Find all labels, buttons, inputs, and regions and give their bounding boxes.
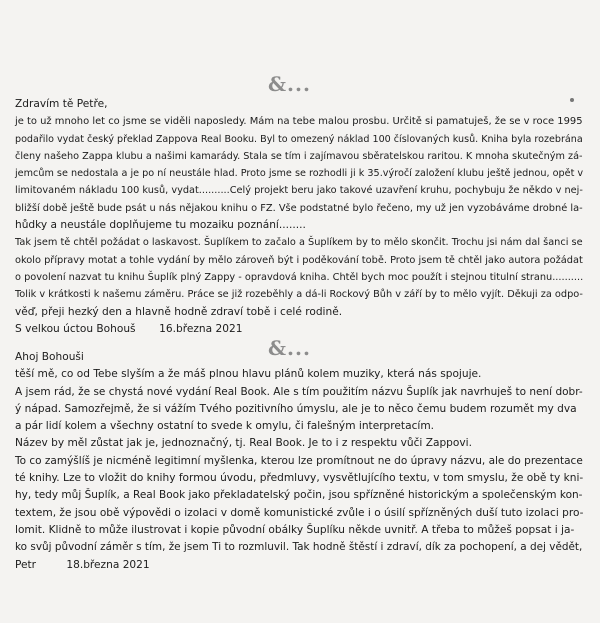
letter-line: členy našeho Zappa klubu a našimi kamarády. Stala se tím i zajímavou sběratelskou raritou. K mnoha skutečným zá- bbox=[15, 150, 583, 162]
letter-line: Ahoj Bohouši bbox=[15, 351, 84, 363]
letter-line: Tak jsem tě chtěl požádat o laskavost. Šuplíkem to začalo a Šuplíkem by to mělo skončit. Trochu jsi nám dal šanci se bbox=[15, 237, 583, 249]
letter-line: a pár lidí kolem a všechny ostatní to svede k omylu, či falešným interpretacím. bbox=[15, 420, 435, 433]
letter-line: věď, přeji hezký den a hlavně hodně zdraví tobě i celé rodině. bbox=[15, 305, 343, 318]
letter-line: Název by měl zůstat jak je, jednoznačný, tj. Real Book. Je to i z respektu vůči Zappovi. bbox=[15, 437, 472, 450]
letter-line: lomit. Klidně to může ilustrovat i kopie původní obálky Šuplíku někde uvnitř. A třeba to můžeš popsat i ja- bbox=[15, 523, 575, 536]
letter-bohous bbox=[15, 96, 584, 338]
letter-line: hůdky a neustále doplňujeme tu mozaiku poznání........ bbox=[15, 219, 306, 232]
letter-signature: S velkou úctou Bohouš 16.března 2021 bbox=[15, 322, 243, 335]
letter-line: textem, že jsou obě výpovědi o izolaci v domě komunistické zvůle i o úsilí spřízněných duší tuto izolaci pro- bbox=[15, 506, 584, 519]
letter-petr bbox=[15, 349, 584, 574]
letter-line: ko svůj původní záměr s tím, že jsem Ti to rozmluvil. Tak hodně štěstí i zdraví, dík za pochopení, a dej vědět, bbox=[15, 541, 583, 554]
letter-signature: Petr 18.března 2021 bbox=[15, 558, 150, 571]
letter-line: To co zamýšlíš je nicméně legitimní myšlenka, kterou lze promítnout ne do úpravy názvu, ale do prezentace bbox=[15, 454, 583, 467]
letter-line: té knihy. Lze to vložit do knihy formou úvodu, předmluvy, vysvětlujícího textu, v tom smyslu, že obě ty kni- bbox=[15, 472, 584, 485]
letter-line: ý nápad. Samozřejmě, že si vážím Tvého pozitivního úmyslu, ale je to něco čemu budem rozumět my dva bbox=[15, 402, 577, 415]
letter-line: těší mě, co od Tebe slyším a že máš plnou hlavu plánů kolem muziky, která nás spojuje. bbox=[15, 368, 482, 381]
letter-line: okolo přípravy motat a tohle vydání by mělo zároveň být i poděkování tobě. Proto jsem tě chtěl jako autora požádat bbox=[15, 254, 583, 266]
letter-line: je to už mnoho let co jsme se viděli naposledy. Mám na tebe malou prosbu. Určitě si pamatuješ, že se v roce 1995 bbox=[15, 116, 583, 128]
letter-line: o povolení nazvat tu knihu Šuplík plný Zappy - opravdová kniha. Chtěl bych moc použít i stejnou titulní stranu.......... bbox=[15, 271, 584, 283]
letter-line: jemcům se nedostala a je po ní neustále hlad. Proto jsme se rozhodli ji k 35.výročí založení klubu ještě jednou, opět v bbox=[15, 168, 584, 180]
letter-line: Tolik v krátkosti k našemu záměru. Práce se již rozeběhly a dá-li Rockový Bůh v září by to mělo vyjít. Děkuji za odpo- bbox=[15, 289, 583, 301]
letter-line: A jsem rád, že se chystá nové vydání Real Book. Ale s tím použitím názvu Šuplík jak navrhuješ to není dobr- bbox=[15, 385, 583, 398]
letter-line: hy, tedy můj Šuplík, a Real Book jako překladatelský počin, jsou spřízněné historickým a společenským kon- bbox=[15, 489, 583, 502]
letter-line: Zdravím tě Petře, bbox=[15, 98, 108, 110]
letter-line: limitovaném nákladu 100 kusů, vydat..........Celý projekt beru jako takové uzavření kruhu, pochybuju že někdo v nej- bbox=[15, 185, 583, 197]
letter-line: podařilo vydat český překlad Zappova Real Booku. Byl to omezený náklad 100 číslovaných kusů. Kniha byla rozebrána bbox=[15, 133, 583, 145]
ornament-divider: &... bbox=[268, 72, 311, 96]
ornament-divider: &... bbox=[268, 336, 311, 360]
letter-line: bližší době ještě bude psát u nás nějakou knihu o FZ. Vše podstatné bylo řečeno, my už jen vyzobáváme drobné la- bbox=[15, 202, 583, 214]
